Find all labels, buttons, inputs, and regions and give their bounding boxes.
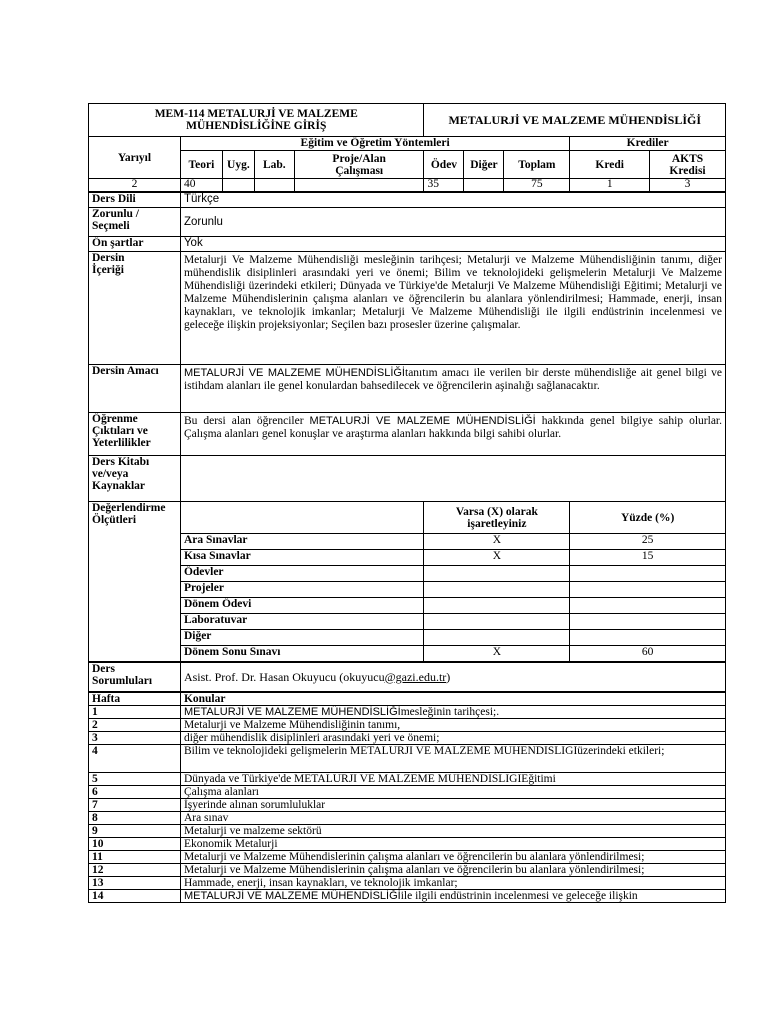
responsible-label-line2: Sorumluları bbox=[92, 674, 153, 687]
val-yariyil: 2 bbox=[89, 179, 181, 192]
kitap-value bbox=[180, 456, 725, 502]
assessment-row bbox=[89, 550, 726, 566]
week-topic-text: Bilim ve teknolojideki gelişmelerin METALURJI VE MALZEME MUHENDISLIGIüzerindeki etkileri; bbox=[183, 745, 665, 757]
week-no: 6 bbox=[89, 786, 181, 799]
amac-value-caps: METALURJİ VE MALZEME MÜHENDİSLİĞİ bbox=[183, 367, 405, 379]
col-lab: Lab. bbox=[254, 151, 294, 179]
onsart-value: Yok bbox=[180, 237, 725, 252]
week-topic-text: İşyerinde alınan sorumluluklar bbox=[183, 799, 326, 811]
zorunlu-value: Zorunlu bbox=[180, 208, 725, 237]
department-title: METALURJİ VE MALZEME MÜHENDİSLİĞİ bbox=[424, 104, 726, 137]
assessment-row-pct: 15 bbox=[570, 550, 726, 566]
col-akts-line1: AKTS bbox=[671, 152, 704, 165]
kitap-label-line1: Ders Kitabı bbox=[92, 456, 150, 468]
week-topic-text: mesleğinin tarihçesi;. bbox=[400, 706, 500, 718]
val-akts: 3 bbox=[650, 179, 726, 192]
week-no: 8 bbox=[89, 812, 181, 825]
assessment-row bbox=[89, 614, 726, 630]
week-no: 5 bbox=[89, 773, 181, 786]
week-topic bbox=[180, 745, 725, 773]
week-topic-text: Ekonomik Metalurji bbox=[183, 838, 278, 850]
dil-label: Ders Dili bbox=[89, 192, 181, 208]
yariyil-header: Yarıyıl bbox=[89, 137, 181, 179]
assessment-row-name: Dönem Sonu Sınavı bbox=[180, 646, 424, 662]
assessment-row-pct bbox=[570, 582, 726, 598]
col-diger: Diğer bbox=[464, 151, 504, 179]
col-proje bbox=[294, 151, 424, 179]
week-no: 9 bbox=[89, 825, 181, 838]
week-row bbox=[89, 851, 726, 864]
week-topic-text: Hammade, enerji, insan kaynakları, ve teknolojik imkanlar; bbox=[183, 877, 458, 889]
week-topic-text: Metalurji ve malzeme sektörü bbox=[183, 825, 322, 837]
responsible-label-line1: Ders bbox=[92, 662, 115, 675]
icerik-label-line2: İçeriği bbox=[92, 264, 124, 276]
methods-header: Eğitim ve Öğretim Yöntemleri bbox=[180, 137, 569, 151]
week-topic bbox=[180, 706, 725, 719]
week-topic-text: Çalışma alanları bbox=[183, 786, 259, 798]
assessment-row bbox=[89, 598, 726, 614]
assessment-row-name: Kısa Sınavlar bbox=[180, 550, 424, 566]
col-akts-line2: Kredisi bbox=[669, 164, 706, 177]
val-odev: 35 bbox=[424, 179, 464, 192]
col-proje-line2: Çalışması bbox=[335, 164, 384, 177]
assessment-name-header bbox=[180, 502, 424, 534]
assessment-row-name: Diğer bbox=[180, 630, 424, 646]
week-topic bbox=[180, 851, 725, 864]
val-teori: 40 bbox=[180, 179, 222, 192]
assessment-row-name: Projeler bbox=[180, 582, 424, 598]
week-topic-text: ile ilgili endüstrinin incelenmesi ve geleceğe ilişkin bbox=[400, 890, 638, 902]
assessment-row-mark: X bbox=[424, 534, 570, 550]
assessment-row-name: Ödevler bbox=[180, 566, 424, 582]
week-topic bbox=[180, 719, 725, 732]
val-kredi: 1 bbox=[570, 179, 650, 192]
ogrenme-value bbox=[180, 413, 725, 456]
col-uyg: Uyg. bbox=[222, 151, 254, 179]
val-uyg bbox=[222, 179, 254, 192]
week-topic bbox=[180, 864, 725, 877]
week-topic-text: Ara sınav bbox=[183, 812, 229, 824]
credits-header: Krediler bbox=[570, 137, 726, 151]
responsible-name: Asist. Prof. Dr. Hasan Okuyucu (okuyucu bbox=[183, 669, 385, 684]
assessment-row bbox=[89, 566, 726, 582]
assessment-row-name: Laboratuvar bbox=[180, 614, 424, 630]
course-title-line1: MEM-114 METALURJİ VE MALZEME bbox=[154, 108, 358, 120]
week-no: 4 bbox=[89, 745, 181, 773]
icerik-label bbox=[89, 252, 181, 365]
week-topic bbox=[180, 732, 725, 745]
val-proje bbox=[294, 179, 424, 192]
val-lab bbox=[254, 179, 294, 192]
week-topic-text: diğer mühendislik disiplinleri arasındaki yeri ve önemi; bbox=[183, 732, 440, 744]
week-row bbox=[89, 812, 726, 825]
kitap-label-line3: Kaynaklar bbox=[92, 480, 146, 492]
col-akts bbox=[650, 151, 726, 179]
dil-value: Türkçe bbox=[180, 192, 725, 208]
week-topic bbox=[180, 838, 725, 851]
week-row bbox=[89, 799, 726, 812]
assessment-row-mark: X bbox=[424, 646, 570, 662]
week-row bbox=[89, 825, 726, 838]
week-topic bbox=[180, 773, 725, 786]
assessment-row-mark bbox=[424, 614, 570, 630]
week-row bbox=[89, 732, 726, 745]
assessment-mark-header-line2: işaretleyiniz bbox=[467, 517, 527, 530]
hours-values-row bbox=[89, 179, 726, 192]
assessment-row-name: Dönem Ödevi bbox=[180, 598, 424, 614]
week-no: 10 bbox=[89, 838, 181, 851]
amac-label: Dersin Amacı bbox=[89, 365, 181, 413]
week-no: 12 bbox=[89, 864, 181, 877]
week-no: 14 bbox=[89, 890, 181, 903]
week-topic bbox=[180, 786, 725, 799]
icerik-label-line1: Dersin bbox=[92, 252, 125, 264]
zorunlu-label bbox=[89, 208, 181, 237]
course-title-line2: MÜHENDİSLİĞİNE GİRİŞ bbox=[186, 120, 327, 132]
col-kredi: Kredi bbox=[570, 151, 650, 179]
amac-value-rest: tanıtım amacı ile verilen bir derste mühendisliğe ait genel bilgi ve istihdam alanları ile genel konulardan bahsedilecek ve öğrencilerin aşinalığı sağlanacaktır. bbox=[183, 367, 722, 392]
assessment-label-line1: Değerlendirme bbox=[92, 502, 166, 514]
week-row bbox=[89, 838, 726, 851]
kitap-label bbox=[89, 456, 181, 502]
week-header: Hafta bbox=[89, 692, 181, 706]
week-row bbox=[89, 719, 726, 732]
responsible-suffix: ) bbox=[446, 669, 451, 684]
week-topic bbox=[180, 877, 725, 890]
responsible-value bbox=[180, 662, 725, 692]
ogrenme-label-line3: Yeterlilikler bbox=[92, 437, 151, 449]
assessment-row bbox=[89, 646, 726, 662]
assessment-row-pct bbox=[570, 566, 726, 582]
assessment-row-pct: 25 bbox=[570, 534, 726, 550]
ogrenme-value-caps: METALURJİ VE MALZEME MÜHENDİSLİĞİ bbox=[309, 415, 536, 427]
col-toplam: Toplam bbox=[504, 151, 570, 179]
assessment-row-mark bbox=[424, 630, 570, 646]
responsible-email-link[interactable]: @gazi.edu.tr bbox=[384, 669, 447, 684]
week-topic bbox=[180, 890, 725, 903]
week-topic bbox=[180, 812, 725, 825]
zorunlu-label-line2: Seçmeli bbox=[92, 220, 130, 232]
ogrenme-value-1: Bu dersi alan öğrenciler bbox=[183, 415, 310, 427]
week-row bbox=[89, 773, 726, 786]
week-row bbox=[89, 890, 726, 903]
amac-value bbox=[180, 365, 725, 413]
val-toplam: 75 bbox=[504, 179, 570, 192]
week-row bbox=[89, 864, 726, 877]
assessment-row-mark bbox=[424, 598, 570, 614]
week-row bbox=[89, 877, 726, 890]
week-no: 3 bbox=[89, 732, 181, 745]
week-topic-text: Dünyada ve Türkiye'de METALURJI VE MALZEME MUHENDISLIGIEğitimi bbox=[183, 773, 556, 785]
assessment-row-name: Ara Sınavlar bbox=[180, 534, 424, 550]
col-proje-line1: Proje/Alan bbox=[332, 152, 386, 165]
assessment-mark-header bbox=[424, 502, 570, 534]
week-row bbox=[89, 786, 726, 799]
week-topic-text: Metalurji ve Malzeme Mühendisliğinin tanımı, bbox=[183, 719, 401, 731]
week-topic bbox=[180, 799, 725, 812]
week-no: 13 bbox=[89, 877, 181, 890]
week-topic-text: Metalurji ve Malzeme Mühendislerinin çalışma alanları ve öğrencilerin bu alanlara yönlendirilmesi; bbox=[183, 864, 645, 876]
assessment-label-line2: Ölçütleri bbox=[92, 514, 137, 526]
week-topic-text: Metalurji ve Malzeme Mühendislerinin çalışma alanları ve öğrencilerin bu alanlara yönlendirilmesi; bbox=[183, 851, 645, 863]
assessment-pct-header: Yüzde (%) bbox=[570, 502, 726, 534]
ogrenme-label bbox=[89, 413, 181, 456]
assessment-row-mark: X bbox=[424, 550, 570, 566]
assessment-row-mark bbox=[424, 566, 570, 582]
week-no: 1 bbox=[89, 706, 181, 719]
ogrenme-label-line1: Öğrenme bbox=[92, 413, 138, 425]
onsart-label: Ön şartlar bbox=[89, 237, 181, 252]
val-diger bbox=[464, 179, 504, 192]
assessment-label bbox=[89, 502, 181, 662]
ogrenme-label-line2: Çıktıları ve bbox=[92, 425, 148, 437]
assessment-row bbox=[89, 630, 726, 646]
topics-header: Konular bbox=[180, 692, 725, 706]
assessment-row-mark bbox=[424, 582, 570, 598]
zorunlu-label-line1: Zorunlu / bbox=[92, 208, 139, 220]
assessment-row-pct bbox=[570, 614, 726, 630]
col-teori: Teori bbox=[180, 151, 222, 179]
responsible-label bbox=[89, 662, 181, 692]
icerik-value: Metalurji Ve Malzeme Mühendisliği mesleğinin tarihçesi; Metalurji ve Malzeme Mühendisliğinin tanımı, diğer mühendislik disiplinleri arasındaki yeri ve önemi; Bilim ve teknolojideki gelişmelerin Metalurji Ve Malzeme Mühendisliği üzerindeki etkileri; Dünyada ve Türkiye'de Metalurji Ve Malzeme Mühendisliği Eğitimi; Metalurji ve Malzeme Mühendislerinin çalışma alanları ve öğrencilerin bu alanlara yönlendirilmesi; Hammade, enerji, insan kaynakları, ve teknolojik imkanlar; Metalurji Ve Malzeme Mühendisliği ile ilgili endüstrinin incelenmesi ve geleceğe ilişkin projeksiyonlar; Seçilen bazı prosesler üzerine çalışmalar. bbox=[180, 252, 725, 365]
week-row bbox=[89, 745, 726, 773]
week-topic bbox=[180, 825, 725, 838]
assessment-row bbox=[89, 582, 726, 598]
col-odev: Ödev bbox=[424, 151, 464, 179]
kitap-label-line2: ve/veya bbox=[92, 468, 129, 480]
ogrenme-value-2: hakkında genel bilgiye sahip olurlar. Çalışma alanları genel konuşlar ve araştırma alanları hakkında bilgi sahibi olurlar. bbox=[183, 415, 722, 440]
assessment-row-pct: 60 bbox=[570, 646, 726, 662]
week-topic-caps: METALURJİ VE MALZEME MÜHENDİSLİĞİ bbox=[183, 890, 401, 902]
assessment-row-pct bbox=[570, 630, 726, 646]
assessment-row-pct bbox=[570, 598, 726, 614]
week-no: 2 bbox=[89, 719, 181, 732]
week-no: 11 bbox=[89, 851, 181, 864]
assessment-row bbox=[89, 534, 726, 550]
course-form-table bbox=[88, 103, 726, 903]
week-no: 7 bbox=[89, 799, 181, 812]
week-row bbox=[89, 706, 726, 719]
week-topic-caps: METALURJİ VE MALZEME MÜHENDİSLİĞİ bbox=[183, 706, 401, 718]
course-title-cell bbox=[89, 104, 424, 137]
assessment-mark-header-line1: Varsa (X) olarak bbox=[455, 505, 538, 518]
